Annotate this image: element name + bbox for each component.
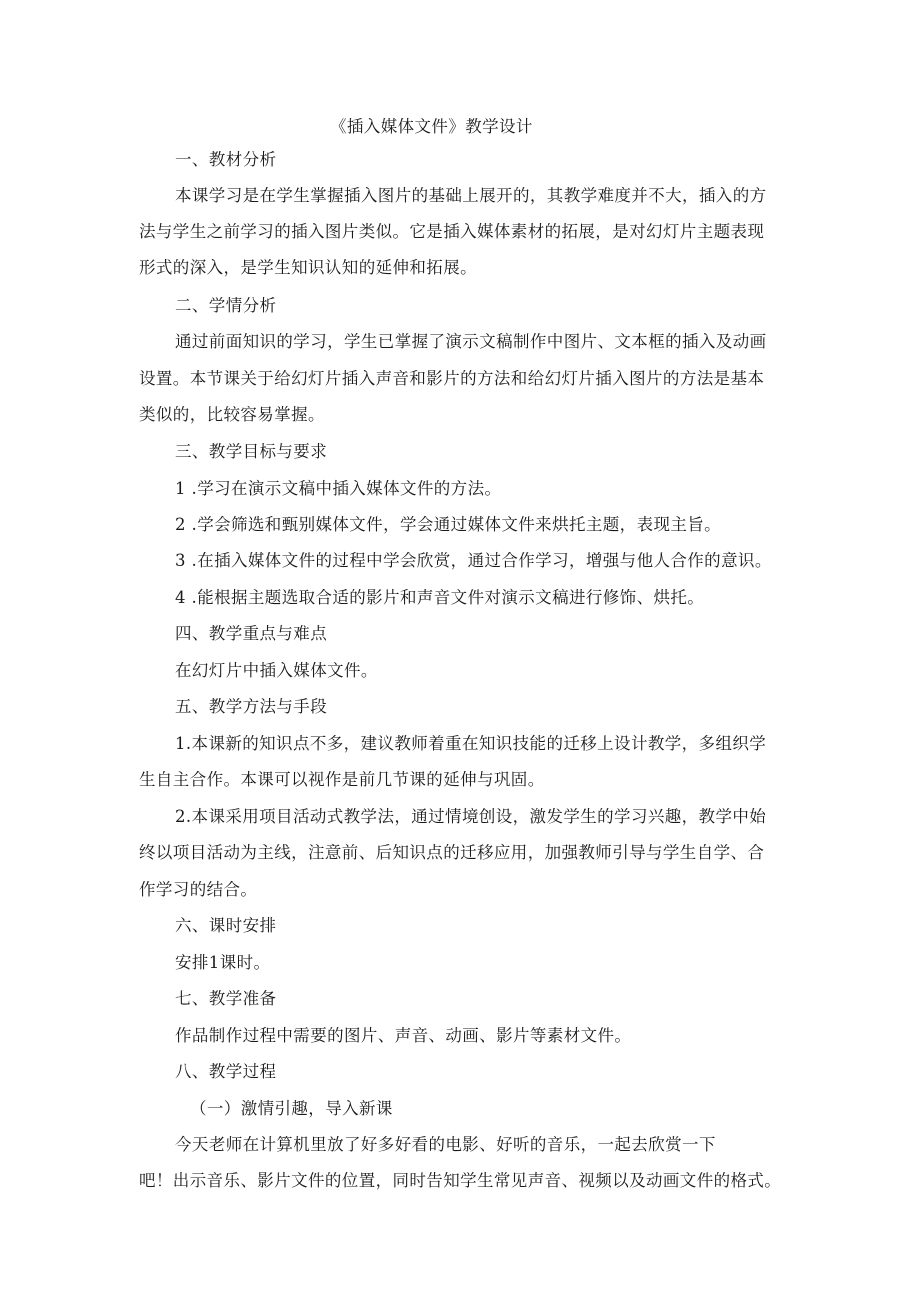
paragraph-line: 类似的，比较容易掌握。: [139, 405, 325, 424]
paragraph-line: 吧！出示音乐、影片文件的位置，同时告知学生常见声音、视频以及动画文件的格式。: [139, 1171, 782, 1190]
method-item-line: 生自主合作。本课可以视作是前几节课的延伸与巩固。: [139, 770, 545, 789]
goal-item: 2 .学会筛选和甄别媒体文件，学会通过媒体文件来烘托主题，表现主旨。: [175, 515, 722, 534]
paragraph-line: 法与学生之前学习的插入图片类似。它是插入媒体素材的拓展，是对幻灯片主题表现: [139, 222, 765, 241]
paragraph-line: 形式的深入，是学生知识认知的延伸和拓展。: [139, 258, 477, 277]
subsection-heading-intro: （一）激情引趣，导入新课: [190, 1099, 393, 1118]
section-heading-key-points: 四、教学重点与难点: [175, 624, 328, 643]
paragraph-line: 作品制作过程中需要的图片、声音、动画、影片等素材文件。: [175, 1026, 632, 1045]
section-heading-preparation: 七、教学准备: [175, 989, 277, 1008]
section-heading-schedule: 六、课时安排: [175, 916, 277, 935]
paragraph-line: 设置。本节课关于给幻灯片插入声音和影片的方法和给幻灯片插入图片的方法是基本: [139, 369, 765, 388]
method-item-line: 1.本课新的知识点不多，建议教师着重在知识技能的迁移上设计教学，多组织学: [175, 734, 767, 753]
paragraph-line: 今天老师在计算机里放了好多好看的电影、好听的音乐，一起去欣赏一下: [175, 1135, 716, 1154]
document-title: 《插入媒体文件》教学设计: [330, 117, 533, 136]
goal-item: 4 .能根据主题选取合适的影片和声音文件对演示文稿进行修饰、烘托。: [175, 588, 705, 607]
paragraph-line: 在幻灯片中插入媒体文件。: [175, 661, 378, 680]
section-heading-goals: 三、教学目标与要求: [175, 442, 328, 461]
section-heading-textbook-analysis: 一、教材分析: [175, 150, 277, 169]
section-heading-process: 八、教学过程: [175, 1062, 277, 1081]
method-item-line: 2.本课采用项目活动式教学法，通过情境创设，激发学生的学习兴趣，教学中始: [175, 807, 767, 826]
paragraph-line: 通过前面知识的学习，学生已掌握了演示文稿制作中图片、文本框的插入及动画: [175, 332, 767, 351]
goal-item: 1 .学习在演示文稿中插入媒体文件的方法。: [175, 479, 502, 498]
section-heading-student-analysis: 二、学情分析: [175, 296, 277, 315]
paragraph-line: 安排1课时。: [175, 953, 271, 972]
goal-item: 3 .在插入媒体文件的过程中学会欣赏，通过合作学习，增强与他人合作的意识。: [175, 551, 772, 570]
method-item-line: 作学习的结合。: [139, 880, 258, 899]
paragraph-line: 本课学习是在学生掌握插入图片的基础上展开的，其教学难度并不大，插入的方: [175, 186, 767, 205]
method-item-line: 终以项目活动为主线，注意前、后知识点的迁移应用，加强教师引导与学生自学、合: [139, 843, 765, 862]
section-heading-methods: 五、教学方法与手段: [175, 697, 328, 716]
